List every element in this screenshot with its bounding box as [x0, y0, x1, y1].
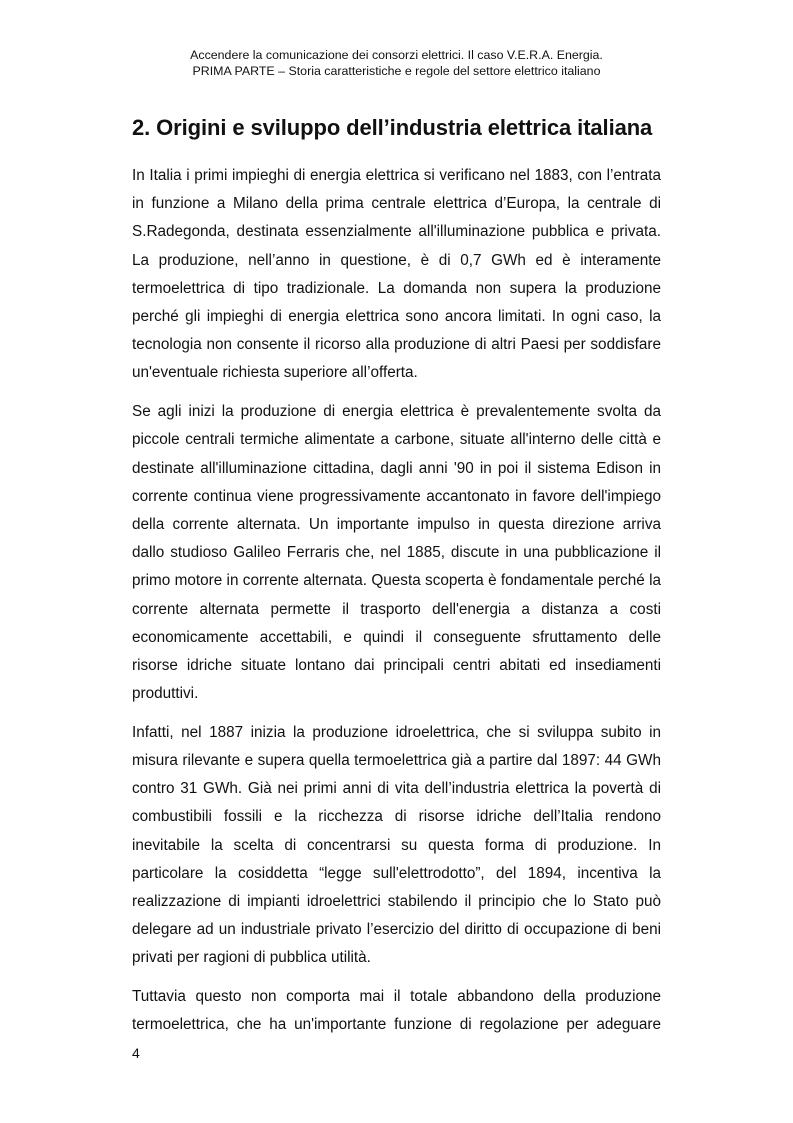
running-header-line-1: Accendere la comunicazione dei consorzi elettrici. Il caso V.E.R.A. Energia. — [190, 48, 603, 62]
paragraph-1: In Italia i primi impieghi di energia elettrica si verificano nel 1883, con l’entrata in funzione a Milano della prima centrale elettrica d’Europa, la centrale di S.Radegonda, destinata essenzialmente all'illuminazione pubblica e privata. La produzione, nell’anno in questione, è di 0,7 GWh ed è interamente termoelettrica di tipo tradizionale. La domanda non supera la produzione perché gli impieghi di energia elettrica sono ancora limitati. In ogni caso, la tecnologia non consente il ricorso alla produzione di altri Paesi per soddisfare un'eventuale richiesta superiore all’offerta. — [132, 167, 661, 382]
chapter-title: 2. Origini e sviluppo dell’industria elettrica italiana — [132, 115, 653, 140]
paragraph-3: Infatti, nel 1887 inizia la produzione idroelettrica, che si sviluppa subito in misura rilevante e supera quella termoelettrica già a partire dal 1897: 44 GWh contro 31 GWh. Già nei primi anni di vita dell’industria elettrica la povertà di combustibili fossili e la ricchezza di risorse idriche dell’Italia rendono inevitabile la scelta di concentrarsi su questa forma di produzione. In particolare la cosiddetta “legge sull'elettrodotto”, del 1894, incentiva la realizzazione di impianti idroelettrici stabilendo il principio che lo Stato può delegare ad un industriale privato l’esercizio del diritto di occupazione di beni privati per ragioni di pubblica utilità. — [132, 723, 661, 967]
running-header — [0, 48, 793, 79]
page-number: 4 — [132, 1045, 140, 1061]
paragraph-4: Tuttavia questo non comporta mai il totale abbandono della produzione termoelettrica, che ha un'importante funzione di regolazione per adeguare — [132, 988, 661, 1034]
paragraph-2: Se agli inizi la produzione di energia elettrica è prevalentemente svolta da piccole centrali termiche alimentate a carbone, situate all'interno delle città e destinate all'illuminazione cittadina, dagli anni '90 in poi il sistema Edison in corrente continua viene progressivamente accantonato in favore dell'impiego della corrente alternata. Un importante impulso in questa direzione arriva dallo studioso Galileo Ferraris che, nel 1885, discute in una pubblicazione il primo motore in corrente alternata. Questa scoperta è fondamentale perché la corrente alternata permette il trasporto dell'energia a distanza a costi economicamente accettabili, e quindi il conseguente sfruttamento delle risorse idriche situate lontano dai principali centri abitati ed insediamenti produttivi. — [132, 403, 661, 703]
body-text — [132, 162, 661, 1050]
running-header-line-2: PRIMA PARTE – Storia caratteristiche e regole del settore elettrico italiano — [192, 63, 601, 78]
